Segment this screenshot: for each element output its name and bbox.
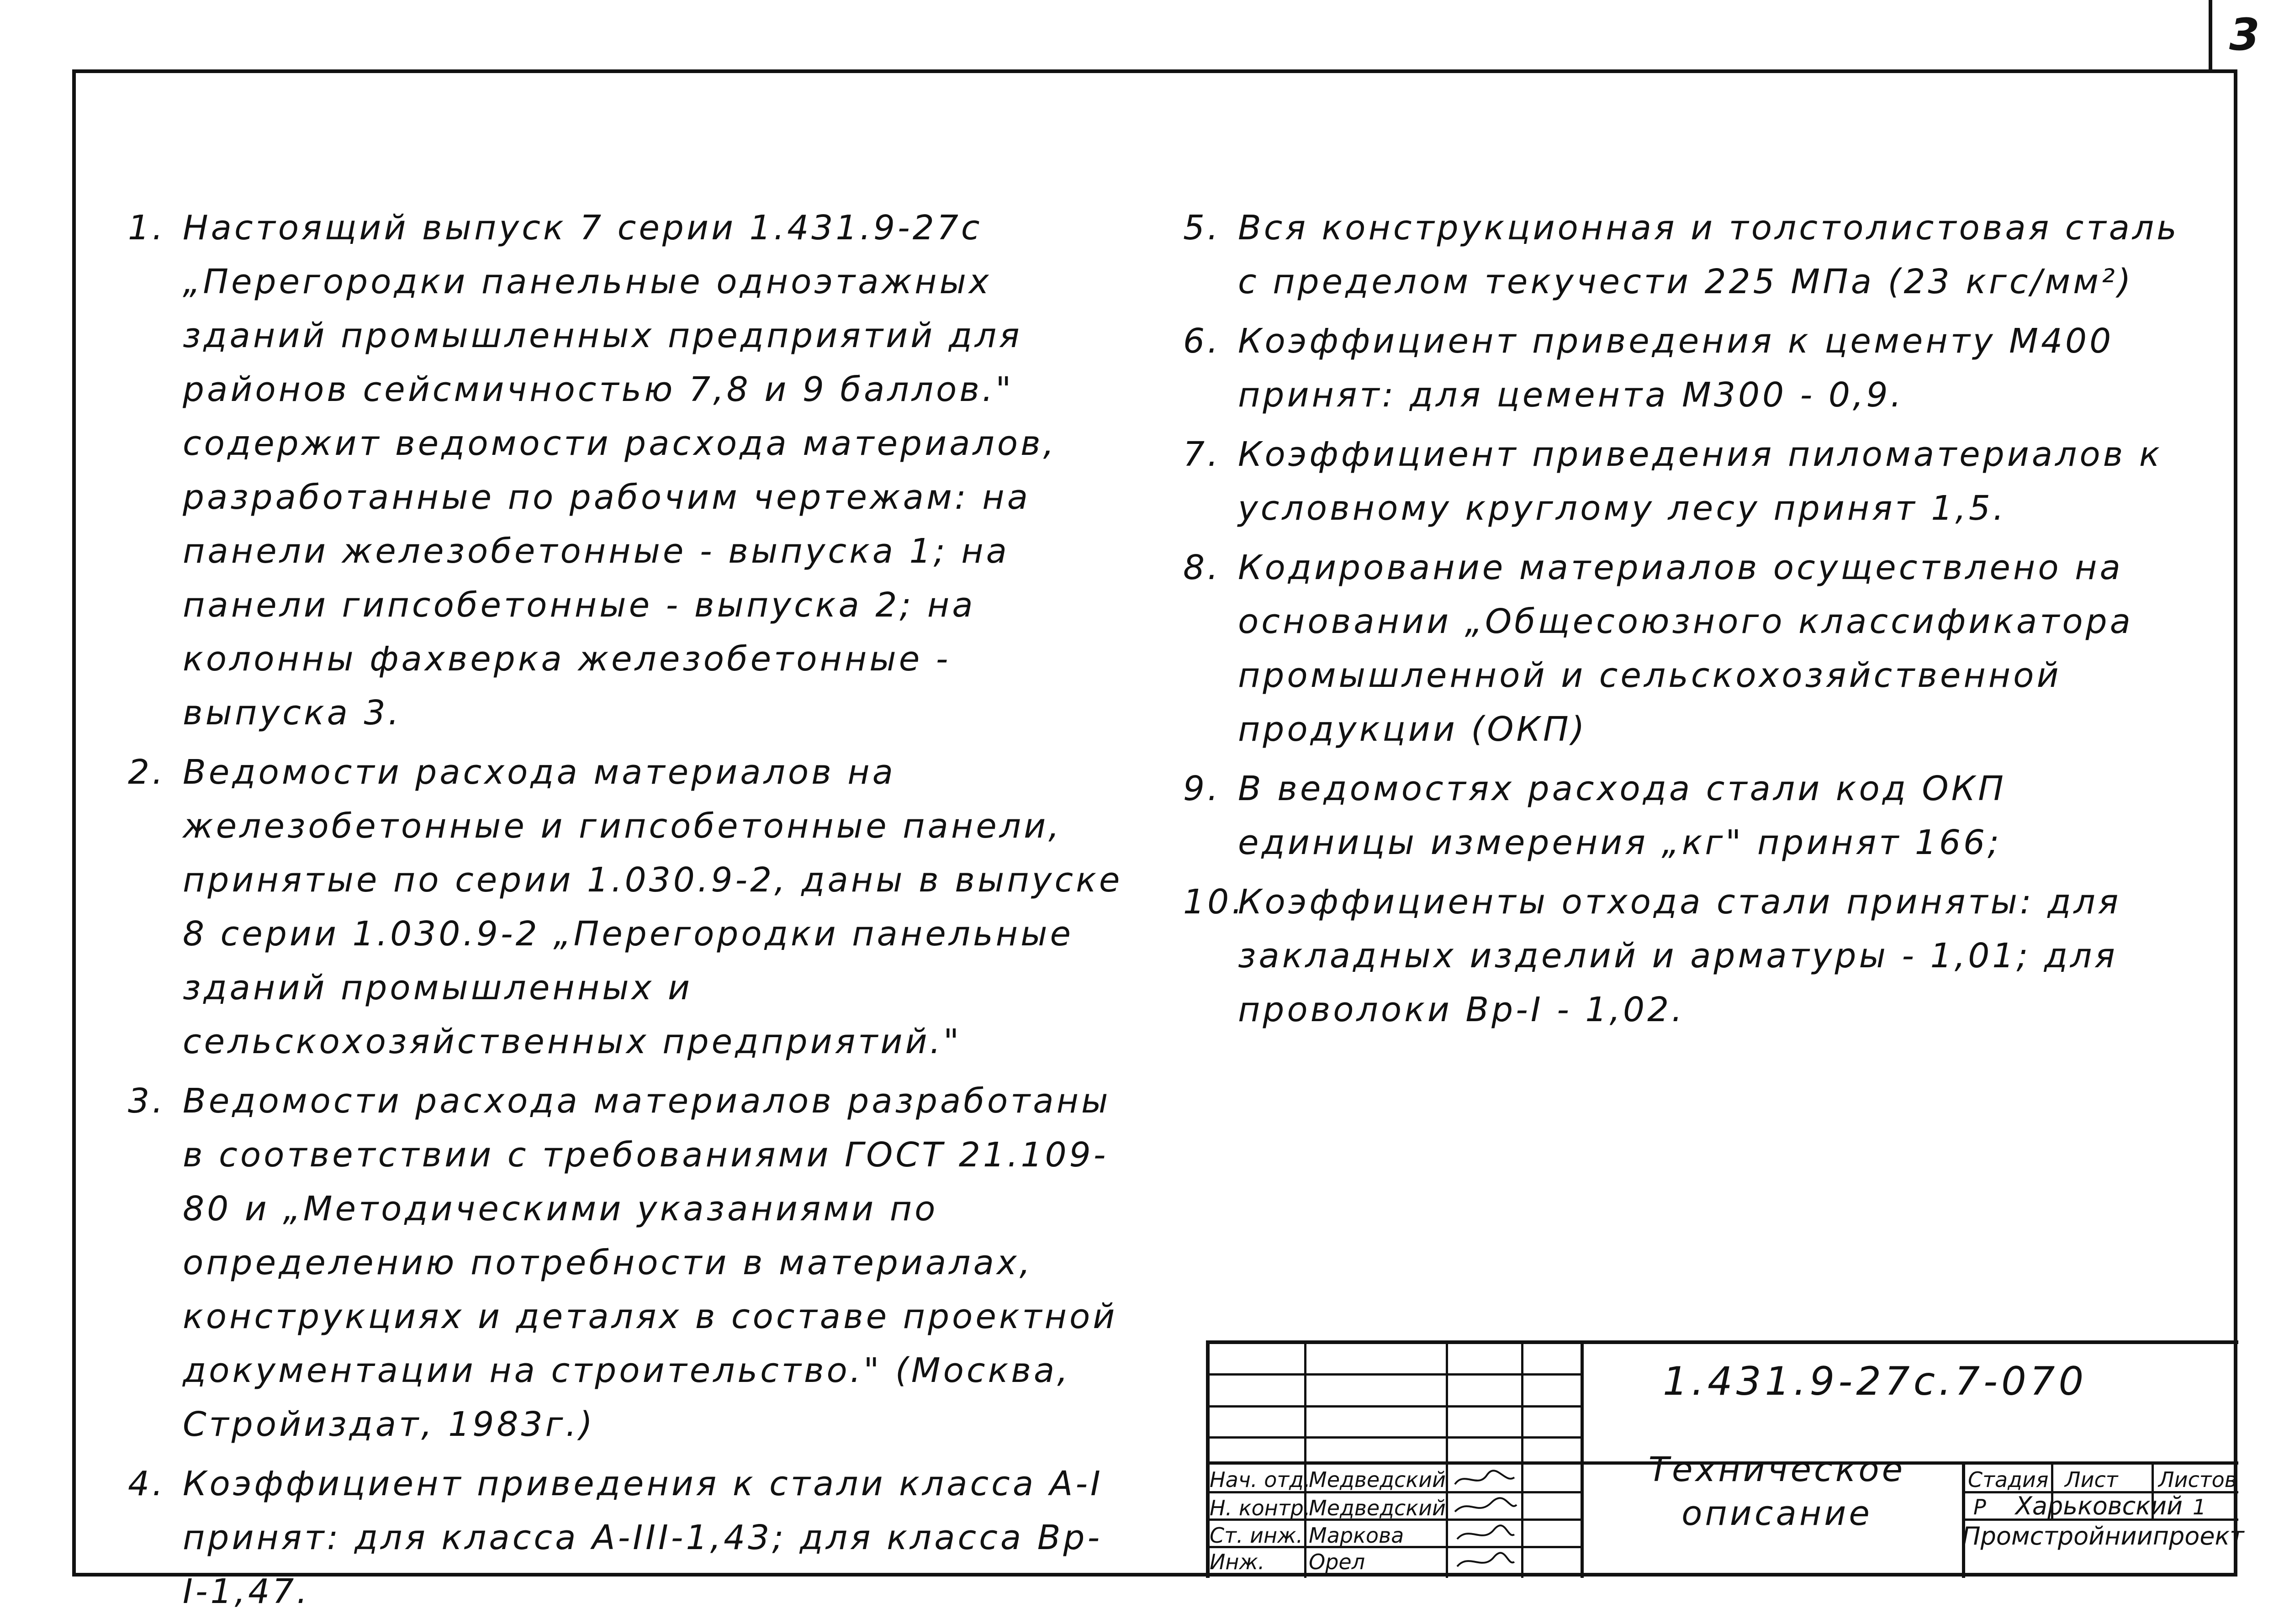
note-number: 4. — [128, 1464, 166, 1503]
note-text: Ведомости расхода материалов разработаны в соответствии с требованиями ГОСТ 21.109-80 и „Методическими указаниями по определению потребности в материалах, конструкциях и деталях в составе проектной документации на строительство." (Москва, Стройиздат, 1983г.) — [183, 1081, 1118, 1444]
note-item — [128, 745, 1124, 1069]
sheet-number-divider — [2209, 0, 2212, 69]
note-number: 5. — [1183, 208, 1221, 248]
note-number: 2. — [128, 753, 166, 792]
sheet-label: Лист — [2065, 1467, 2118, 1492]
tb-line — [1206, 1373, 1581, 1376]
note-text: Коэффициенты отхода стали приняты: для закладных изделий и арматуры - 1,01; для проволоки Вр-I - 1,02. — [1238, 882, 2121, 1029]
sheet-number: 3 — [2229, 9, 2263, 60]
tb-line — [1206, 1340, 1210, 1578]
tb-line — [1304, 1340, 1306, 1578]
stage-value: Р — [1973, 1495, 1986, 1519]
note-item — [1183, 201, 2188, 309]
tb-line — [1446, 1340, 1448, 1578]
note-number: 10. — [1183, 882, 1245, 922]
notes-left-column — [128, 201, 1124, 1624]
note-text: Ведомости расхода материалов на железобетонные и гипсобетонные панели, принятые по серии 1.030.9-2, даны в выпуске 8 серии 1.030.9-2 „Перегородки панельные зданий промышленных и сельскохозяйственных предприятий." — [183, 753, 1123, 1061]
note-number: 3. — [128, 1081, 166, 1121]
sheets-label: Листов — [2158, 1467, 2237, 1492]
note-number: 7. — [1183, 435, 1221, 474]
staff-name: Орел — [1309, 1550, 1365, 1574]
note-text: Настоящий выпуск 7 серии 1.431.9-27с „Перегородки панельные одноэтажных зданий промышленных предприятий для районов сейсмичностью 7,8 и 9 баллов." содержит ведомости расхода материалов, разработанные по рабочим чертежам: на панели железобетонные - выпуска 1; на панели гипсобетонные - выпуска 2; на колонны фахверка железобетонные - выпуска 3. — [183, 208, 1057, 733]
note-text: Коэффициент приведения пиломатериалов к условному круглому лесу принят 1,5. — [1238, 435, 2162, 528]
tb-line — [1206, 1340, 2238, 1344]
note-text: В ведомостях расхода стали код ОКП единицы измерения „кг" принят 166; — [1238, 769, 2006, 862]
staff-name: Медведский — [1309, 1496, 1446, 1520]
staff-role: Инж. — [1210, 1550, 1265, 1574]
tb-line — [1206, 1405, 1581, 1408]
note-text: Коэффициент приведения к цементу М400 принят: для цемента М300 - 0,9. — [1238, 322, 2114, 415]
note-item — [128, 1457, 1124, 1619]
note-item — [1183, 875, 2188, 1037]
stage-label: Стадия — [1968, 1467, 2049, 1492]
staff-role: Нач. отд. — [1210, 1467, 1311, 1492]
note-item — [128, 201, 1124, 740]
staff-name: Маркова — [1309, 1523, 1404, 1548]
note-item — [1183, 541, 2188, 756]
organization: Харьковский Промстройниипроект — [1962, 1492, 2244, 1550]
staff-name: Медведский — [1309, 1467, 1446, 1492]
staff-role: Н. контр. — [1210, 1496, 1311, 1520]
note-item — [1183, 762, 2188, 870]
note-text: Вся конструкционная и толстолистовая сталь с пределом текучести 225 МПа (23 кгс/мм²) — [1238, 208, 2179, 301]
signatures — [1450, 1466, 1519, 1576]
tb-line — [1206, 1436, 1581, 1439]
note-number: 6. — [1183, 322, 1221, 361]
note-item — [1183, 427, 2188, 535]
note-item — [1183, 314, 2188, 422]
note-number: 9. — [1183, 769, 1221, 808]
staff-role: Ст. инж. — [1210, 1523, 1303, 1548]
note-item — [128, 1074, 1124, 1451]
document-code: 1.431.9-27с.7-070 — [1663, 1359, 2088, 1404]
note-number: 8. — [1183, 548, 1221, 587]
notes-right-column — [1183, 201, 2188, 1042]
tb-line — [1521, 1340, 1523, 1578]
document-title: Техническое описание — [1648, 1450, 1906, 1533]
note-number: 1. — [128, 208, 166, 248]
sheets-value: 1 — [2193, 1495, 2206, 1519]
note-text: Кодирование материалов осуществлено на основании „Общесоюзного классификатора промышленной и сельскохозяйственной продукции (ОКП) — [1238, 548, 2133, 749]
note-text: Коэффициент приведения к стали класса А-I принят: для класса А-III-1,43; для класса Вр-I-1,47. — [183, 1464, 1103, 1611]
tb-line — [1581, 1340, 1584, 1578]
